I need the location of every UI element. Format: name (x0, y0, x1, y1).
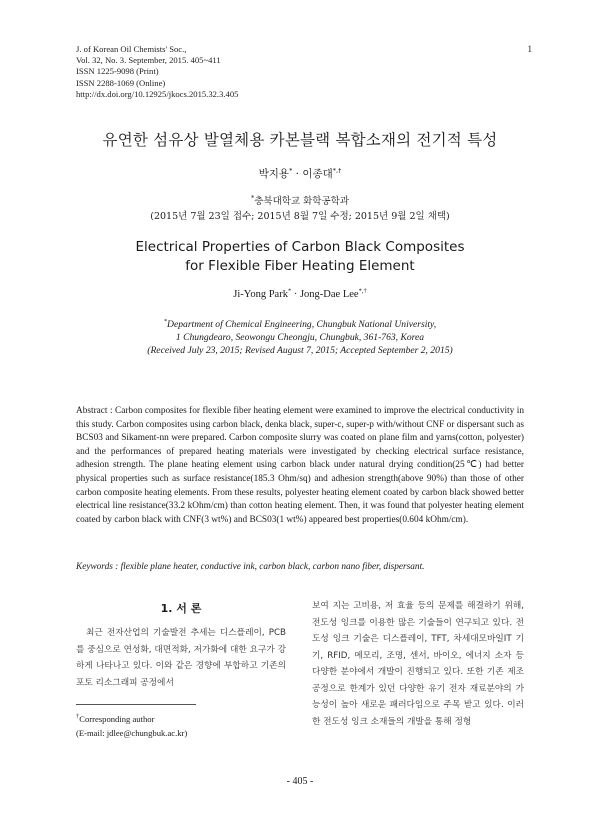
footnote-email: (E-mail: jdlee@chungbuk.ac.kr) (76, 728, 188, 738)
footnote-rule (76, 704, 196, 705)
english-dates: (Received July 23, 2015; Revised August 7, 2015; Accepted September 2, 2015) (147, 345, 453, 356)
footnote-mark: † (76, 713, 80, 721)
body-paragraph-right: 보여 지는 고비용, 저 효율 등의 문제를 해결하기 위해, 전도성 잉크를 이용한 많은 기술들이 연구되고 있다. 전도성 잉크 기술은 디스플레이, TFT, 차세대모바일IT 기기, RFID, 메모리, 조명, 센서, 바이오, 에너지 소자 등 다양한 분야에서 개발이 진행되고 있다. 또한 기존 제조공정으로 한계가 있던 다양한 유기 전자 재료분야의 가능성이 높아 새로운 패러다임으로 주목 받고 있다. 이러한 전도성 잉크 소재들의 개발을 통해 정형 (312, 601, 524, 727)
korean-affiliation-text: 충북대학교 화학공학과 (254, 196, 350, 207)
footnote-line-1 (76, 712, 187, 726)
journal-header (76, 44, 238, 100)
korean-author-1-mark: * (289, 166, 293, 175)
page-footer: - 405 - (286, 776, 314, 787)
author-separator: · (292, 168, 303, 180)
keywords-text: flexible plane heater, conductive ink, carbon black, carbon nano fiber, dispersant. (120, 562, 425, 572)
english-title-line-1: Electrical Properties of Carbon Black Composites (135, 239, 465, 255)
page-number-top: 1 (527, 44, 532, 54)
korean-dates: (2015년 7월 23일 접수; 2015년 8월 7일 수정; 2015년 9월 2일 채택) (150, 211, 450, 222)
issn-print: ISSN 1225-9098 (Print) (76, 66, 159, 77)
doi-link[interactable]: http://dx.doi.org/10.12925/jkocs.2015.32.3.405 (76, 88, 239, 99)
english-author-separator: · (291, 289, 300, 300)
section-heading: 1. 서 론 (160, 602, 202, 615)
abstract-label: Abstract : (76, 406, 116, 416)
english-affiliation-mark: * (163, 317, 168, 325)
body-column-left (76, 625, 286, 691)
keywords-label: Keywords : (76, 562, 121, 572)
abstract (76, 405, 524, 527)
korean-author-2: 이종대 (302, 168, 333, 180)
english-title (0, 238, 600, 276)
korean-author-2-mark: *,† (332, 166, 342, 175)
abstract-text: Carbon composites for flexible fiber heating element were examined to improve the electrical conductivity in this study. Carbon composites using carbon black, denka black, super-c, super-p with/without CNF or dispersant such as BCS03 and Sikament-nn were prepared. Carbon composite slurry was coated on plane film and yarns(cotton, polyester) and the performances of prepared heating materials were investigated by checking electrical surface resistance, adhesion strength. The plane heating element using carbon black under natural drying condition(25℃) had better physical properties such as surface resistance(185.3 Ohm/sq) and adhesion strength(above 90%) than those of other carbon composite heating elements. From these results, polyester heating element coated by carbon black showed better electrical line resistance(33.2 kOhm/cm) than cotton heating element. Then, it was found that polyester heating element coated by carbon black with CNF(3 wt%) and BCS03(1 wt%) appeared best properties(0.604 kOhm/cm). (76, 406, 524, 525)
body-column-right (312, 598, 524, 730)
english-author-1: Ji-Yong Park (233, 289, 288, 300)
english-authors (0, 289, 600, 300)
issn-online: ISSN 2288-1069 (Online) (76, 77, 166, 88)
english-affiliation-dept: Department of Chemical Engineering, Chungbuk National University, (167, 319, 437, 330)
english-author-1-mark: * (287, 287, 292, 295)
korean-authors (0, 166, 600, 181)
journal-volume: Vol. 32, No. 3. September, 2015. 405~411 (76, 55, 221, 66)
english-affiliation-line-2: 1 Chungdearo, Seowongu Cheongju, Chungbuk, 361-763, Korea (175, 332, 425, 343)
korean-title: 유연한 섬유상 발열체용 카본블랙 복합소재의 전기적 특성 (102, 131, 498, 149)
footnote-label: Corresponding author (79, 714, 155, 724)
korean-affiliation-mark: * (250, 193, 255, 202)
english-title-line-2: for Flexible Fiber Heating Element (185, 258, 415, 274)
english-affiliation (0, 318, 600, 357)
english-affiliation-line-1 (0, 318, 600, 331)
korean-author-1: 박지용 (258, 168, 290, 180)
footnote (76, 712, 187, 740)
english-author-2: Jong-Dae Lee (299, 289, 359, 300)
keywords (76, 562, 536, 572)
journal-name: J. of Korean Oil Chemists' Soc., (76, 44, 187, 54)
english-author-2-mark: *,† (358, 287, 367, 295)
body-paragraph-left: 최근 전자산업의 기술발전 추세는 디스플레이, PCB를 중심으로 연성화, 대면적화, 저가화에 대한 요구가 강하게 나타나고 있다. 이와 같은 경향에 부합하고 기존의 포토 리소그래피 공정에서 (76, 628, 286, 688)
korean-affiliation (0, 193, 600, 207)
